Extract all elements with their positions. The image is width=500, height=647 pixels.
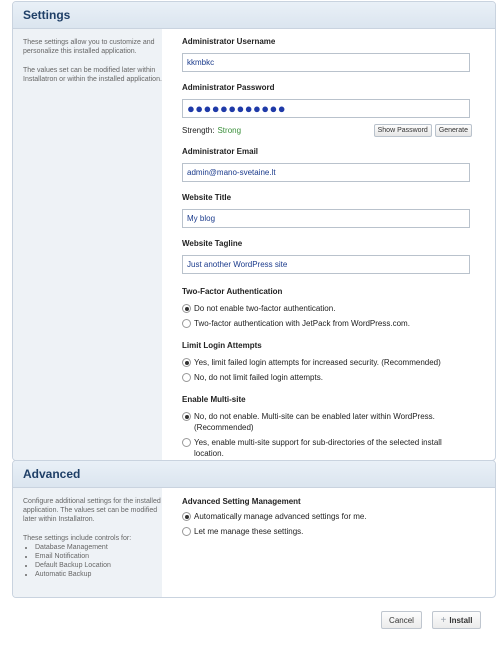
multisite-option-yes[interactable] [182,437,472,459]
settings-description-2: The values set can be modified later within Installatron or within the installed application. [23,67,162,83]
radio-label: Yes, enable multi-site support for sub-directories of the selected install location. [194,438,442,458]
two-factor-option-disable[interactable] [182,303,472,314]
radio-label: Yes, limit failed login attempts for increased security. (Recommended) [194,358,441,367]
admin-password-input[interactable]: ●●●●●●●●●●●● [182,99,470,118]
website-tagline-label: Website Tagline [182,239,243,248]
limit-login-option-yes[interactable] [182,357,472,368]
list-item: • Automatic Backup [35,570,162,579]
radio-selected-icon[interactable] [182,412,191,421]
advanced-description-2: These settings include controls for: [23,535,132,542]
list-item: • Default Backup Location [35,561,162,570]
advanced-option-manual[interactable] [182,526,472,537]
install-label: Install [449,615,473,625]
multisite-option-no[interactable] [182,411,472,433]
radio-selected-icon[interactable] [182,358,191,367]
website-title-label: Website Title [182,193,232,202]
cancel-button[interactable]: Cancel [381,611,422,629]
admin-email-label: Administrator Email [182,147,259,156]
website-title-input[interactable] [182,209,470,228]
list-item: • Database Management [35,543,162,552]
admin-email-input[interactable] [182,163,470,182]
radio-unselected-icon[interactable] [182,438,191,447]
advanced-title: Advanced [23,467,81,481]
radio-label: Let me manage these settings. [194,527,304,536]
limit-login-label: Limit Login Attempts [182,341,262,350]
show-password-button[interactable]: Show Password [374,124,432,137]
generate-password-button[interactable]: Generate [435,124,472,137]
advanced-controls-list [23,543,162,579]
settings-description-1: These settings allow you to customize and personalize this installed application. [23,39,155,55]
admin-password-label: Administrator Password [182,83,275,92]
settings-description [13,29,162,460]
two-factor-option-jetpack[interactable] [182,318,472,329]
strength-label: Strength: [182,126,215,135]
radio-label: Automatically manage advanced settings for me. [194,512,367,521]
settings-panel [12,1,496,461]
install-button[interactable] [432,611,481,629]
multisite-label: Enable Multi-site [182,395,246,404]
radio-unselected-icon[interactable] [182,527,191,536]
advanced-panel [12,460,496,598]
radio-unselected-icon[interactable] [182,373,191,382]
website-tagline-input[interactable] [182,255,470,274]
radio-label: No, do not limit failed login attempts. [194,373,323,382]
plus-icon: + [440,614,447,626]
settings-title: Settings [23,8,71,22]
radio-label: Do not enable two-factor authentication. [194,304,336,313]
radio-unselected-icon[interactable] [182,319,191,328]
advanced-header [13,461,495,488]
admin-username-input[interactable] [182,53,470,72]
advanced-description-1: Configure additional settings for the installed application. The values set can be modified later within Installatron. [23,498,161,523]
radio-label: Two-factor authentication with JetPack from WordPress.com. [194,319,410,328]
radio-selected-icon[interactable] [182,512,191,521]
radio-label: No, do not enable. Multi-site can be enabled later within WordPress. (Recommended) [194,412,435,432]
list-item: • Email Notification [35,552,162,561]
advanced-description [13,488,162,597]
settings-form [162,29,495,460]
settings-header [13,2,495,29]
advanced-form [162,488,495,597]
admin-username-label: Administrator Username [182,37,276,46]
radio-selected-icon[interactable] [182,304,191,313]
limit-login-option-no[interactable] [182,372,472,383]
password-strength-row [182,124,472,137]
advanced-management-label: Advanced Setting Management [182,497,301,506]
strength-value: Strong [217,126,242,135]
advanced-option-auto[interactable] [182,511,472,522]
two-factor-label: Two-Factor Authentication [182,287,283,296]
